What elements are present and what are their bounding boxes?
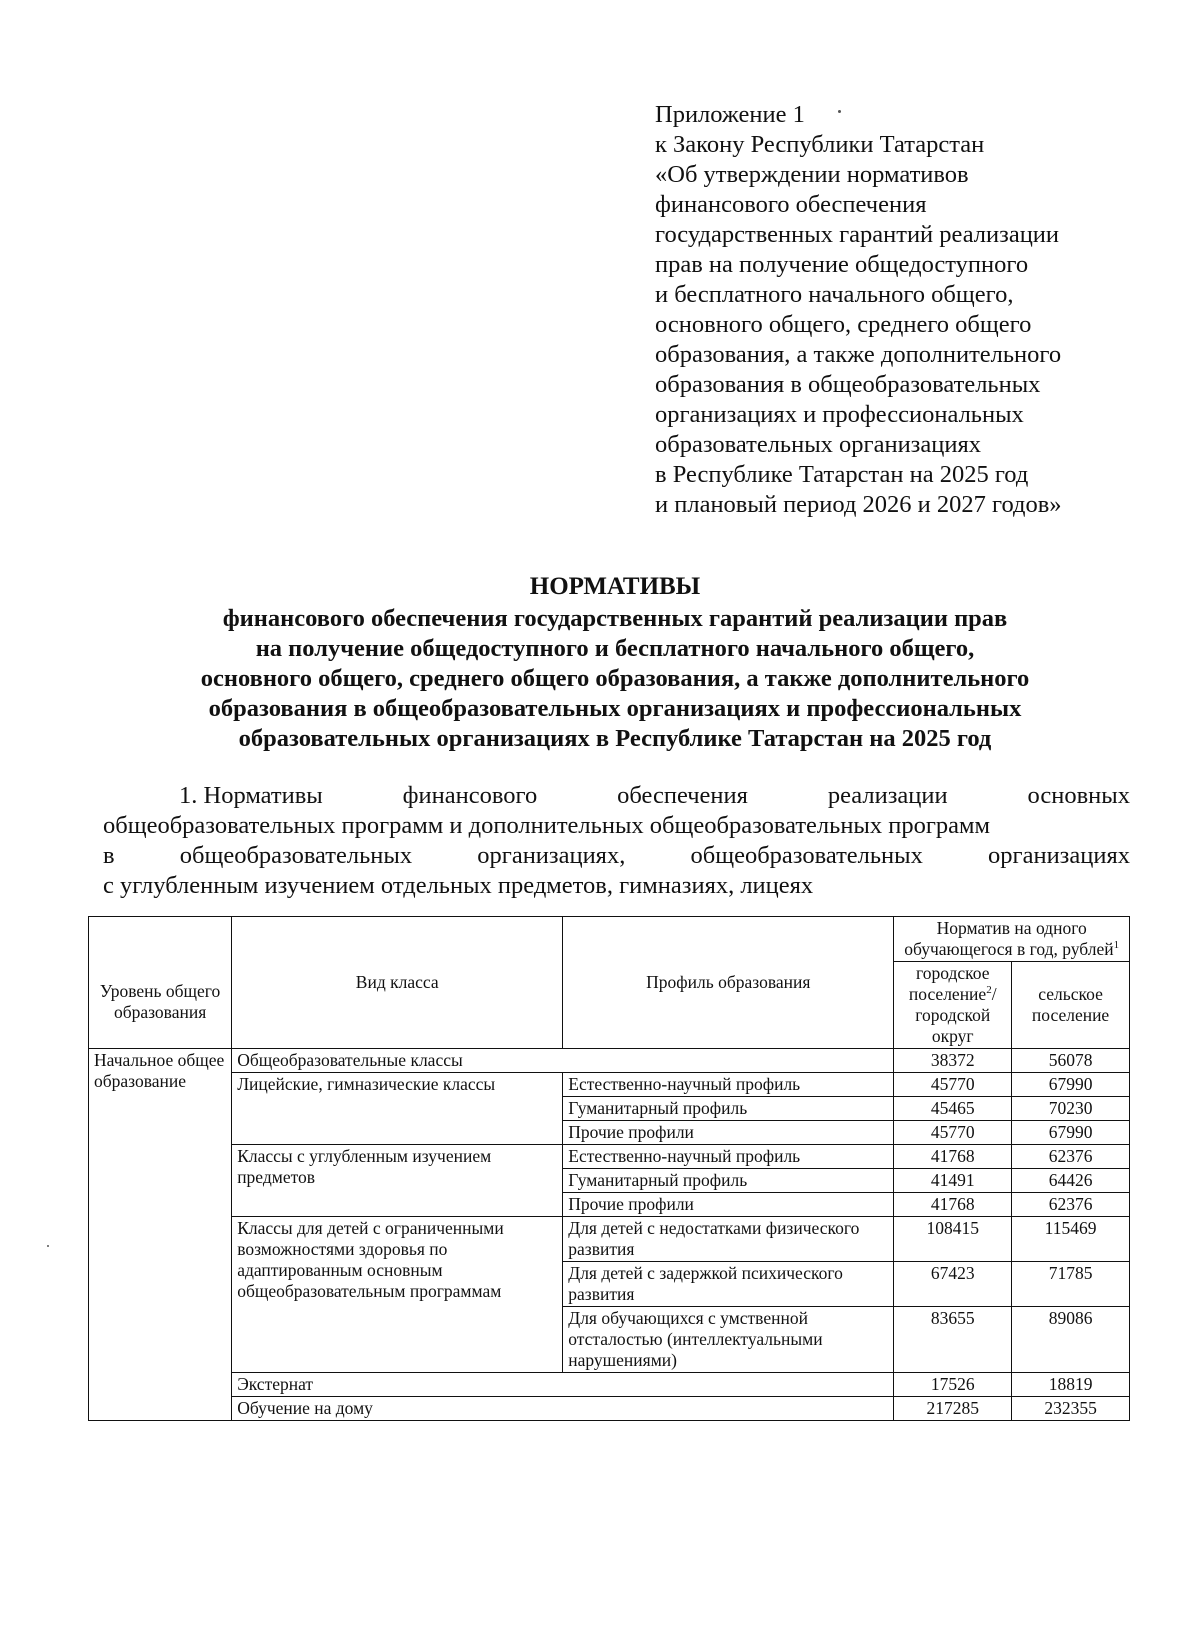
section-word: в	[103, 842, 115, 869]
title-line: финансового обеспечения государственных гарантий реализации прав	[222, 605, 1008, 632]
header-kind: Вид класса	[232, 917, 563, 1049]
profile-cell: Гуманитарный профиль	[563, 1097, 894, 1121]
document-title	[100, 572, 1130, 754]
rural-value: 62376	[1012, 1193, 1130, 1217]
profile-cell: Гуманитарный профиль	[563, 1169, 894, 1193]
rural-value: 71785	[1012, 1262, 1130, 1307]
footnote-mark: 1	[1113, 939, 1120, 952]
header-norm	[894, 917, 1130, 962]
section-line-4: с углубленным изучением отдельных предметов, гимназиях, лицеях	[103, 872, 814, 899]
section-word: обеспечения	[617, 782, 748, 809]
table-row	[89, 1145, 1130, 1169]
appendix-line: основного общего, среднего общего	[655, 311, 1032, 338]
kind-cell: Классы с углубленным изучением предметов	[232, 1145, 563, 1217]
profile-cell: Для детей с задержкой психического развития	[563, 1262, 894, 1307]
table-row	[89, 1397, 1130, 1421]
profile-cell: Естественно-научный профиль	[563, 1073, 894, 1097]
kind-cell: Экстернат	[232, 1373, 894, 1397]
section-word: 1. Нормативы	[179, 782, 323, 809]
appendix-line: образования, а также дополнительного	[655, 341, 1062, 368]
section-line-1	[103, 781, 1130, 811]
header-level: Уровень общего образования	[89, 917, 232, 1049]
urban-value: 108415	[894, 1217, 1012, 1262]
urban-value: 41491	[894, 1169, 1012, 1193]
header-rural: сельское поселение	[1012, 962, 1130, 1049]
kind-cell: Лицейские, гимназические классы	[232, 1073, 563, 1145]
appendix-line: и бесплатного начального общего,	[655, 281, 1014, 308]
title-line: образования в общеобразовательных организациях и профессиональных	[208, 695, 1022, 722]
profile-cell: Для обучающихся с умственной отсталостью (интеллектуальными нарушениями)	[563, 1307, 894, 1373]
rural-value: 89086	[1012, 1307, 1130, 1373]
profile-cell: Прочие профили	[563, 1121, 894, 1145]
appendix-line: «Об утверждении нормативов	[655, 161, 969, 188]
profile-cell: Прочие профили	[563, 1193, 894, 1217]
rural-value: 62376	[1012, 1145, 1130, 1169]
appendix-line: прав на получение общедоступного	[655, 251, 1029, 278]
section-line-2: общеобразовательных программ и дополнительных общеобразовательных программ	[103, 812, 991, 839]
title-main: НОРМАТИВЫ	[529, 573, 701, 600]
appendix-heading	[655, 100, 1062, 520]
urban-value: 41768	[894, 1145, 1012, 1169]
rural-value: 56078	[1012, 1049, 1130, 1073]
table-row	[89, 1373, 1130, 1397]
profile-cell: Естественно-научный профиль	[563, 1145, 894, 1169]
rural-value: 67990	[1012, 1073, 1130, 1097]
table-header-row	[89, 917, 1130, 962]
table-row	[89, 1217, 1130, 1262]
rural-value: 232355	[1012, 1397, 1130, 1421]
header-profile: Профиль образования	[563, 917, 894, 1049]
section-line-3	[103, 841, 1130, 871]
rural-value: 115469	[1012, 1217, 1130, 1262]
kind-cell: Обучение на дому	[232, 1397, 894, 1421]
section-word: реализации	[827, 782, 948, 809]
rural-value: 64426	[1012, 1169, 1130, 1193]
section-word: организациях	[988, 842, 1130, 869]
appendix-line: к Закону Республики Татарстан	[655, 131, 985, 158]
title-line: образовательных организациях в Республике Татарстан на 2025 год	[238, 725, 992, 752]
appendix-line: образовательных организациях	[655, 431, 981, 458]
kind-cell: Классы для детей с ограниченными возможностями здоровья по адаптированным основным общеобразовательным программам	[232, 1217, 563, 1373]
appendix-line: в Республике Татарстан на 2025 год	[655, 461, 1029, 488]
appendix-line: и плановый период 2026 и 2027 годов»	[655, 491, 1062, 518]
section-word: организациях,	[477, 842, 626, 869]
norms-table	[88, 916, 1130, 1421]
appendix-line: финансового обеспечения	[655, 191, 927, 218]
header-urban-tail: / городской округ	[915, 984, 997, 1046]
appendix-line: государственных гарантий реализации	[655, 221, 1060, 248]
urban-value: 45770	[894, 1121, 1012, 1145]
section-word: финансового	[402, 782, 538, 809]
table-row	[89, 1073, 1130, 1097]
footnote-mark: 2	[986, 984, 992, 997]
urban-value: 217285	[894, 1397, 1012, 1421]
urban-value: 45465	[894, 1097, 1012, 1121]
urban-value: 38372	[894, 1049, 1012, 1073]
urban-value: 83655	[894, 1307, 1012, 1373]
header-urban	[894, 962, 1012, 1049]
title-line: основного общего, среднего общего образования, а также дополнительного	[200, 665, 1030, 692]
urban-value: 45770	[894, 1073, 1012, 1097]
section-heading	[103, 781, 1130, 901]
table-row	[89, 1049, 1130, 1073]
urban-value: 41768	[894, 1193, 1012, 1217]
appendix-line: образования в общеобразовательных	[655, 371, 1041, 398]
header-norm-text: Норматив на одного обучающегося в год, рублей	[904, 918, 1114, 959]
urban-value: 17526	[894, 1373, 1012, 1397]
appendix-line: организациях и профессиональных	[655, 401, 1024, 428]
appendix-line: Приложение 1	[655, 101, 805, 128]
rural-value: 67990	[1012, 1121, 1130, 1145]
title-line: на получение общедоступного и бесплатного начального общего,	[255, 635, 975, 662]
rural-value: 18819	[1012, 1373, 1130, 1397]
urban-value: 67423	[894, 1262, 1012, 1307]
kind-cell: Общеобразовательные классы	[232, 1049, 894, 1073]
level-cell: Начальное общее образование	[89, 1049, 232, 1421]
section-word: общеобразовательных	[690, 842, 923, 869]
profile-cell: Для детей с недостатками физического развития	[563, 1217, 894, 1262]
section-word: основных	[1027, 782, 1130, 809]
rural-value: 70230	[1012, 1097, 1130, 1121]
section-word: общеобразовательных	[179, 842, 413, 869]
header-urban-text: городское поселение	[908, 963, 990, 1004]
scan-speck	[47, 1245, 49, 1247]
